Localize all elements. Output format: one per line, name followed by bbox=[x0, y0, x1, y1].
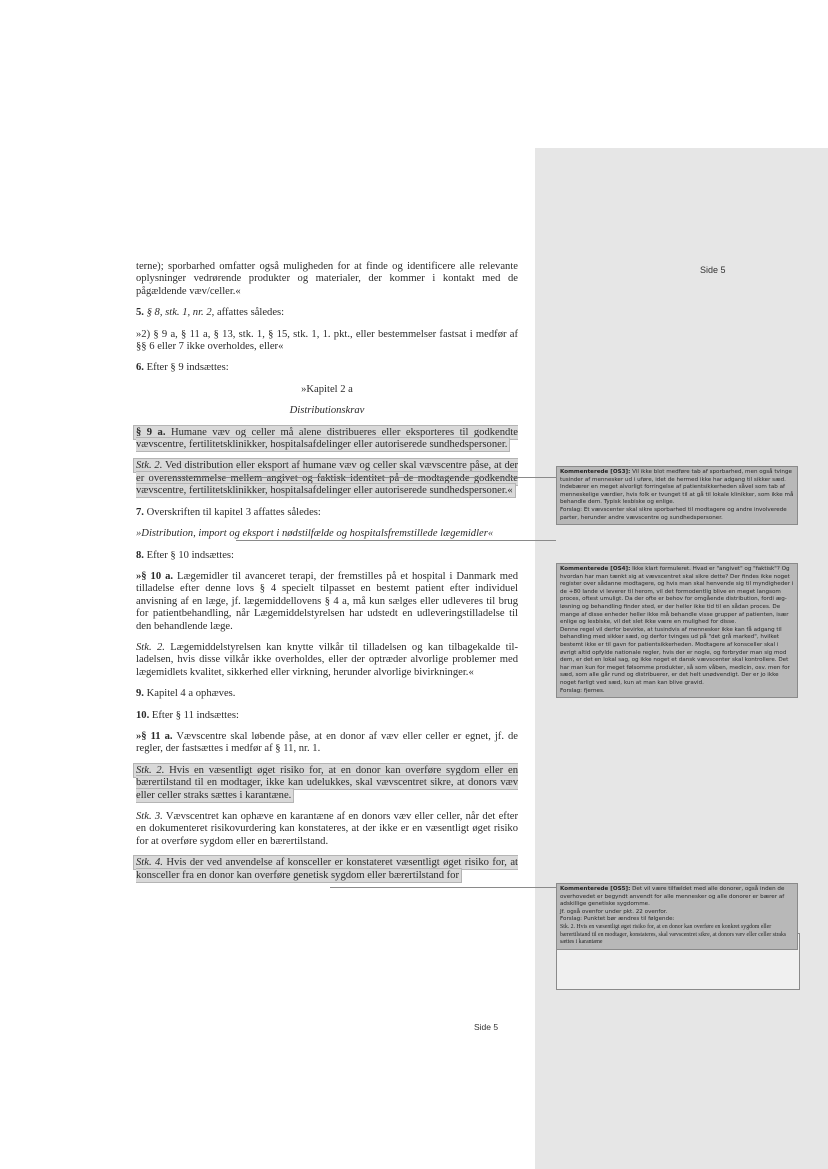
paragraph: 6. Efter § 9 indsættes: bbox=[136, 362, 229, 374]
paragraph: 8. Efter § 10 indsættes: bbox=[136, 549, 234, 561]
footer-page-number: Side 5 bbox=[474, 1022, 499, 1032]
highlighted-paragraph[interactable]: § 9 a. Humane væv og celler må alene distribueres eller eksporteres til godkendte vævscentre, fertilitetsklinikker, hospitalsafdelinger eller autoriserede sundhedspersoner. bbox=[136, 427, 518, 452]
paragraph: 7. Overskriften til kapitel 3 affattes således: bbox=[136, 506, 321, 518]
comment-connector bbox=[170, 477, 556, 478]
paragraph: »§ 10 a. Lægemidler til avanceret terapi, der fremstilles på et hospital i Danmark med tilladelse efter denne lovs § 4 specielt tilpasset en bestemt patient efter individuel anvisning af en læge, jf. lægemiddellovens § 4 a, må kun sælges eller udleveres til brug for patientbehandling, når Lægemiddelstyrelsen har udstedt en udleveringstilladelse til den behandlende læge. bbox=[136, 570, 518, 632]
chapter-subheading: Distributionskrav bbox=[289, 405, 365, 417]
paragraph: »2) § 9 a, § 11 a, § 13, stk. 1, § 15, stk. 1, 1. pkt., eller bestemmelser fastsat i medfør af §§ 6 eller 7 ikke overholdes, eller« bbox=[136, 328, 518, 353]
highlighted-paragraph[interactable]: Stk. 2. Ved distribution eller eksport af humane væv og celler skal vævscentre påse, at der er overensstemmelse mellem angivet og faktisk identitet på de modtagende godkendte vævscentre, fertilitetsklinikker, hospitalsafdelinger eller autoriserede sundhedspersoner.« bbox=[136, 460, 518, 497]
comment-connector bbox=[236, 540, 556, 541]
paragraph: »Distribution, import og eksport i nødstilfælde og hospitalsfremstillede lægemidler« bbox=[136, 528, 494, 540]
paragraph: 9. Kapitel 4 a ophæves. bbox=[136, 688, 236, 700]
paragraph: Stk. 2. Lægemiddelstyrelsen kan knytte vilkår til tilladelsen og kan tilbagekalde tilladelsen, hvis disse vilkår ikke overholdes, eller der optræder alvorlige problemer med lægemidlets kvalitet, sikkerhed eller virkning, herunder alvorlige bivirkninger.« bbox=[136, 641, 518, 678]
comment-connector bbox=[330, 887, 556, 888]
chapter-heading: »Kapitel 2 a bbox=[301, 383, 353, 395]
paragraph: »§ 11 a. Vævscentre skal løbende påse, at en donor af væv eller celler er egnet, jf. de regler, der fastsættes i medfør af § 11, nr. 1. bbox=[136, 730, 518, 755]
document-body bbox=[136, 261, 518, 891]
comment-os5[interactable]: Kommenterede [OS5]: Det vil være tilfældet med alle donorer, også inden de overhovedet er begyndt anvendt for alle mennesker og alle donorer er bærer af adskillige genetiske sygdomme. Jf. også ovenfor under pkt. 22 ovenfor. Forslag: Punktet bør ændres til følgende: Stk. 2. Hvis en væsentligt øget risiko for, at en donor kan overføre en konkret sygdom eller bærertilstand til en modtager, konstateres, skal vævscentret sikre, at donors væv eller celler straks sættes i karantæne bbox=[556, 883, 798, 950]
paragraph: 5. § 8, stk. 1, nr. 2, affattes således: bbox=[136, 307, 285, 319]
margin-page-number: Side 5 bbox=[700, 265, 726, 275]
comment-os4[interactable]: Kommenterede [OS4]: Ikke klart formuleret. Hvad er "angivet" og "faktisk"? Og hvordan har man tænkt sig at vævscentret skal sikre dette? Der findes ikke noget register over sådanne modtagere, og hvis man skal henvende sig til myndigheder i de +80 lande vi leverer til herom, vil det formodentlig blive en meget langsom proces, oftest umuligt. Da der ofte er behov for omgående distribution, fordi ægløsning og behandling finder sted, er der heller ikke tid til en sådan proces. De mange af disse enheder heller ikke må behandle visse grupper af patienten, især enlige og lesbiske, vil det slet ikke være en mulighed for disse. Denne regel vil derfor bevirke, at tusindvis af mennesker ikke kan få adgang til behandling med sikker sæd, og derfor tvinges ud på "det grå marked", hvilket bestemt ikke er til gavn for patientsikkerheden. Modtagere af konsceller skal i øvrigt altid opfylde nationale regler, hvis der er nogle, og forbryder man sig mod dem, er det en lokal sag, og ikke noget et dansk vævscenter skal kontrollere. Det har man kun for meget følsomme produkter, så som våben, medicin, osv. men for sæd, som alle går rund og distribuerer, er det helt unødvendigt. Der er jo ikke noget farligt ved sæd, kun at man kan blive gravid. Forslag: fjernes. bbox=[556, 563, 798, 698]
paragraph: Stk. 3. Vævscentret kan ophæve en karantæne af en donors væv eller celler, når det efter en dokumenteret risikovurdering kan konstateres, at der ikke er en væsentligt øget risiko for at overføre sygdom eller en bærertilstand. bbox=[136, 811, 518, 847]
paragraph: terne); sporbarhed omfatter også muligheden for at finde og identificere alle relevante oplysninger vedrørende produkter og materialer, der kommer i kontakt med de pågældende væv/celler.« bbox=[136, 261, 518, 297]
highlighted-paragraph[interactable]: Stk. 2. Hvis en væsentligt øget risiko for, at en donor kan overføre sygdom eller en bærertilstand til en modtager, ikke kan udelukkes, skal vævscentret sikre, at donors væv eller celler straks sættes i karantæne. bbox=[136, 765, 518, 802]
paragraph: 10. Efter § 11 indsættes: bbox=[136, 709, 239, 721]
highlighted-paragraph[interactable]: Stk. 4. Hvis der ved anvendelse af konsceller er konstateret væsentligt øget risiko for, at konsceller fra en donor kan overføre genetisk sygdom eller bærertilstand for bbox=[136, 857, 518, 882]
comment-os3[interactable]: Kommenterede [OS3]: Vil ikke blot medføre tab af sporbarhed, men også tvinge tusinder af mennesker ud i uføre, idet de hermed ikke har adgang til sikker sæd. Indebærer en meget alvorligt forringelse af patientsikkerheden såvel som tab af menneskelige værdier, hvis folk er tvunget til at gå til lokale klinikker, som ikke må behandle dem. Typisk lesbiske og enlige. Forslag: Et vævscenter skal sikre sporbarhed til modtagere og andre involverede parter, herunder andre vævscentre og sundhedspersoner. bbox=[556, 466, 798, 525]
